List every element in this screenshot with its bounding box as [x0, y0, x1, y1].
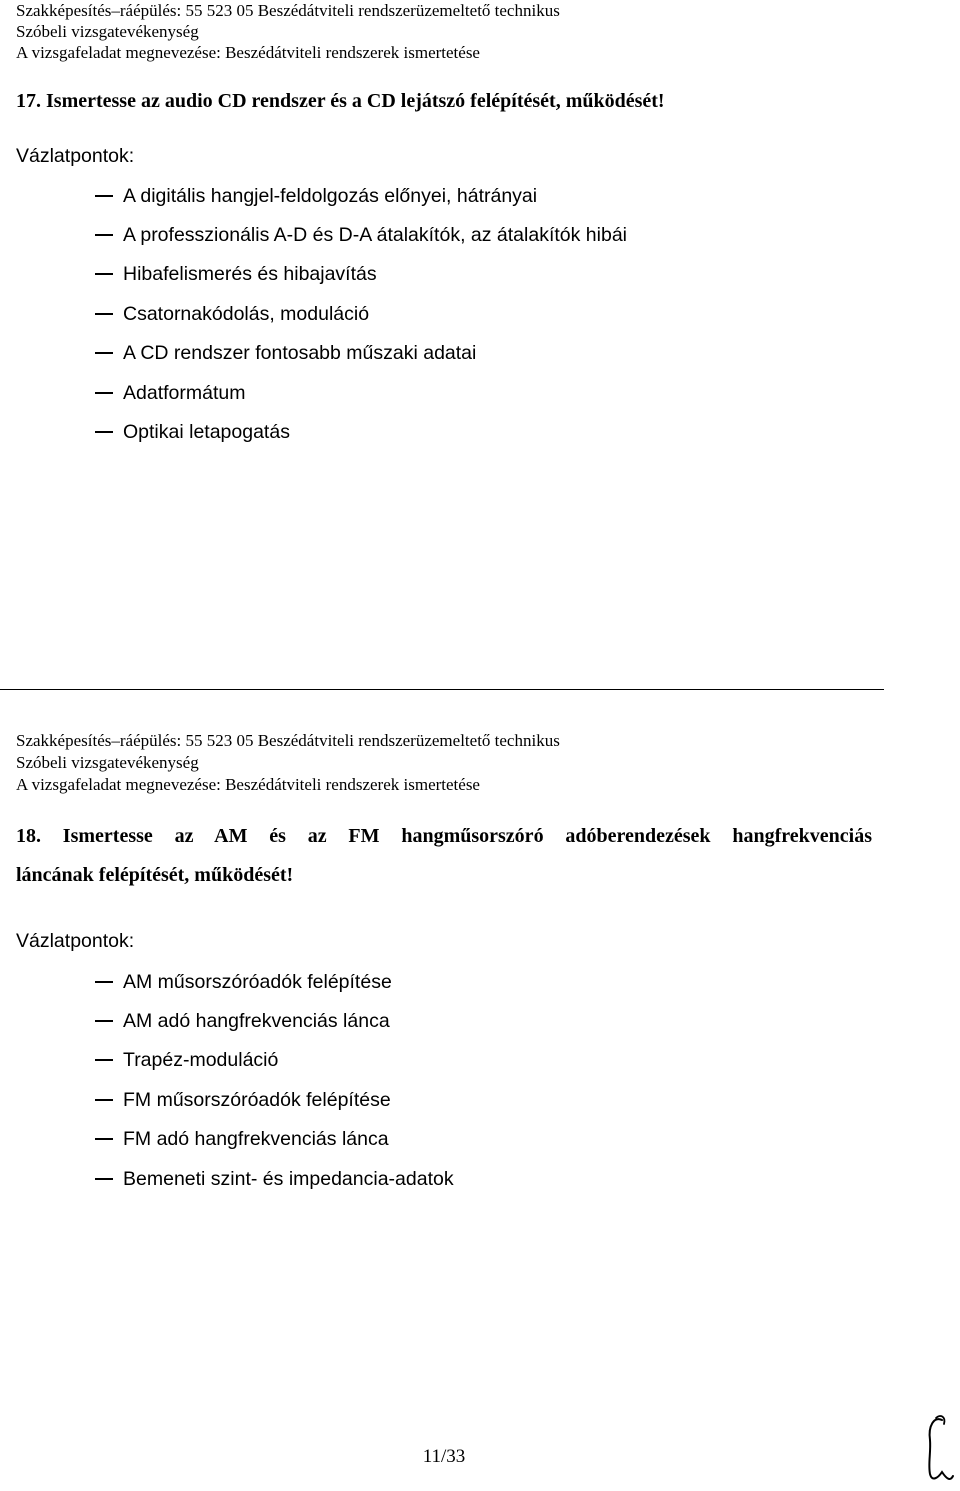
question-18-title-line-2: láncának felépítését, működését! — [16, 864, 294, 886]
dash-icon — [95, 1099, 113, 1101]
outline-item-text: Adatformátum — [123, 381, 246, 404]
outline-item — [95, 378, 245, 408]
outline-label: Vázlatpontok: — [16, 145, 135, 167]
outline-item-text: Trapéz-moduláció — [123, 1048, 279, 1071]
outline-item — [95, 967, 392, 997]
dash-icon — [95, 981, 113, 983]
dash-icon — [95, 1178, 113, 1180]
outline-item — [95, 1124, 389, 1154]
outline-item-text: FM adó hangfrekvenciás lánca — [123, 1127, 389, 1150]
outline-item-text: Optikai letapogatás — [123, 420, 290, 443]
outline-item — [95, 1045, 278, 1075]
outline-item-text: Bemeneti szint- és impedancia-adatok — [123, 1167, 454, 1190]
header-line-3: A vizsgafeladat megnevezése: Beszédátviteli rendszerek ismertetése — [16, 775, 480, 794]
outline-item — [95, 417, 290, 447]
dash-icon — [95, 1138, 113, 1140]
dash-icon — [95, 195, 113, 197]
outline-item-text: A digitális hangjel-feldolgozás előnyei, hátrányai — [123, 184, 538, 207]
header-line-2: Szóbeli vizsgatevékenység — [16, 753, 199, 772]
dash-icon — [95, 273, 113, 275]
outline-item-text: AM adó hangfrekvenciás lánca — [123, 1009, 390, 1032]
outline-item — [95, 1085, 391, 1115]
outline-item — [95, 1164, 454, 1194]
dash-icon — [95, 1020, 113, 1022]
dash-icon — [95, 431, 113, 433]
dash-icon — [95, 313, 113, 315]
signature-icon — [922, 1412, 956, 1486]
header-line-1: Szakképesítés–ráépülés: 55 523 05 Beszédátviteli rendszerüzemeltető technikus — [16, 1, 560, 20]
question-17-title: 17. Ismertesse az audio CD rendszer és a CD lejátszó felépítését, működését! — [16, 90, 665, 112]
question-18-title-line-1: 18. Ismertesse az AM és az FM hangműsorszóró adóberendezések hangfrekvenciás — [16, 825, 872, 847]
header-line-2: Szóbeli vizsgatevékenység — [16, 22, 199, 41]
outline-item-text: Csatornakódolás, moduláció — [123, 302, 370, 325]
page-number: 11/33 — [422, 1446, 466, 1467]
dash-icon — [95, 234, 113, 236]
header-line-1: Szakképesítés–ráépülés: 55 523 05 Beszédátviteli rendszerüzemeltető technikus — [16, 731, 560, 750]
outline-item — [95, 259, 377, 289]
outline-item-text: A CD rendszer fontosabb műszaki adatai — [123, 341, 477, 364]
outline-item-text: AM műsorszóróadók felépítése — [123, 970, 392, 993]
dash-icon — [95, 352, 113, 354]
outline-item — [95, 181, 537, 211]
outline-item-text: Hibafelismerés és hibajavítás — [123, 262, 377, 285]
dash-icon — [95, 392, 113, 394]
outline-label: Vázlatpontok: — [16, 930, 135, 952]
outline-item — [95, 338, 476, 368]
page-separator — [0, 689, 884, 690]
outline-item-text: FM műsorszóróadók felépítése — [123, 1088, 391, 1111]
dash-icon — [95, 1059, 113, 1061]
outline-item — [95, 299, 369, 329]
header-line-3: A vizsgafeladat megnevezése: Beszédátviteli rendszerek ismertetése — [16, 43, 480, 62]
outline-item — [95, 220, 627, 250]
outline-item-text: A professzionális A-D és D-A átalakítók, az átalakítók hibái — [123, 223, 628, 246]
outline-item — [95, 1006, 390, 1036]
